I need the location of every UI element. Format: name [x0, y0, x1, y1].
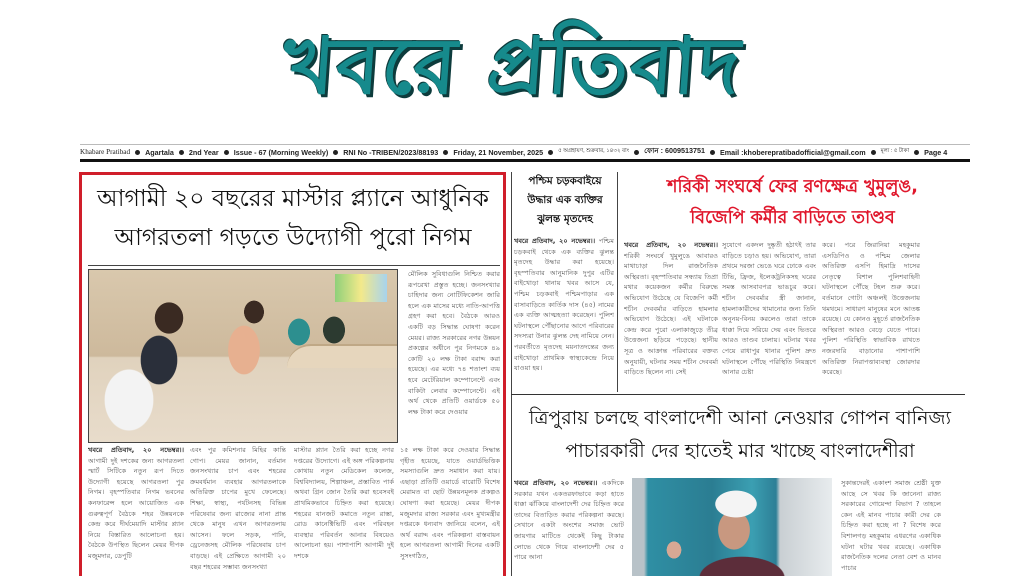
lead-column-text: মৌলিক সুবিধাগুলি নিশ্চিত করার রূপরেখা প্রস্তুত হচ্ছে। জনসংখ্যার চাহিদার জন্য নোটিফিকেশন জারি হলে এক মাসের মধ্যে নাতি-আপত্তি গ্রহণ করা হবে। বৈঠকে আরও একটি বড় সিদ্ধান্ত ঘোষণা করেন মেয়র। রাজ্য সরকারের নগর উন্নয়ন প্রকল্পের অধীনে পুর নিগমকে ৪৯ কোটি ২০ লক্ষ টাকা বরাদ্দ করা হয়েছে। এর মধ্যে ৭৪ শতাংশ ব্যয় হবে মেটেরিয়াল কম্পোনেন্টে এবং বাকিটা লেবার কম্পোনেন্টে। এই অর্থ থেকে প্রতিটি ওয়ার্ডকে ৫০ লক্ষ টাকা করে দেওয়ার	[408, 270, 500, 416]
lead-column-text: এবং পুর কমিশনার মিহির কান্তি গোপ। মেয়র জানান, বর্তমান জনসংখ্যার চাপ এবং শহরের ক্রমবর্ধমান ব্যবহার আগরতলাকে অতিরিক্ত চাপের মুখে ফেলেছে। শিক্ষা, স্বাস্থ্য, পর্যটনসহ বিভিন্ন পরিষেবার জন্য রাজ্যের নানা প্রান্ত থেকে মানুষ এখন আগরতলায় আসেন। ফলে সড়ক, পানি, ড্রেনেজসহ মৌলিক পরিষেবায় চাপ বাড়ছে। এই প্রেক্ষিতে আগামী ২০ বছর শহরের সম্ভাব্য জনসংখ্যা	[190, 446, 286, 571]
byline: খবরে প্রতিবাদ, ২০ নভেম্বর।।	[514, 479, 598, 487]
lead-headline-line: আগরতলা গড়তে উদ্যোগী পুরো নিগম	[114, 223, 472, 251]
divider	[88, 265, 500, 266]
right-story-column	[624, 240, 718, 390]
bullet-icon	[710, 150, 715, 155]
newspaper-logo: খবরে প্রতিবাদ	[280, 22, 745, 112]
right-story-text: শরিকী সংঘর্ষে খুমুলুঙে আবারও মাথাচাড়া দিল রাজনৈতিক অস্থিরতা। বৃহস্পতিবার সন্ধ্যায় তিপ্রা মথার কয়েকজন কর্মীর বিরুদ্ধে অভিযোগ উঠেছে যে বিজেপি কর্মী শচীন দেববর্মার বাড়িতে হামলার অভিযোগ উঠেছে। এই ঘটনাকে কেন্দ্র করে পুরো এলাকাজুড়ে তীব্র উত্তেজনা ছড়িয়ে পড়েছে। স্থানীয় সূত্র ও আক্রান্ত পরিবারের বক্তব্য অনুযায়ী, ঘটনার সময় শচীন দেববর্মা বাড়িতে ছিলেন না। সেই	[624, 251, 718, 377]
bullet-icon	[548, 150, 553, 155]
dateline-year: 2nd Year	[188, 147, 219, 157]
headline-line: বিজেপি কর্মীর বাড়িতে তাণ্ডব	[690, 208, 895, 228]
right-story-column: সুযোগে একদল দুষ্কৃতী হঠাৎই তার বাড়িতে চড়াও হয়। অভিযোগ, তারা প্রথমে দরজা ভেঙে ঘরে ঢোকে এবং টিভি, ফ্রিজ, ইলেকট্রনিকসহ ঘরের সমস্ত আসবাবপত্র ভাঙচুর করে। শচীন দেববর্মার স্ত্রী জানান, হামলাকারীদের থামানোর জন্য তিনি অনুনয়-বিনয় করলেও তারা তাকে ধাক্কা দিয়ে সরিয়ে দেয় এবং ভিতরে আরও তাণ্ডব চালায়। ঘটনার খবর পেয়ে রাধাপুর থানার পুলিশ দ্রুত ঘটনাস্থলে পৌঁছে পরিস্থিতি নিয়ন্ত্রণে আনার চেষ্টা	[722, 241, 816, 377]
lower-story-column: সুকান্তদেরই একাংশ সমাজ শ্রেষ্ঠী যুক্ত আছে সে খবর কি জানেনা রাজ্য সরকারের গোয়েন্দা বিভাগ ? তাহলে কেন এই মানব পাচার কারী দের কে চিহ্নিত করা হচ্ছে না ? বিশেষ করে বিশালগড় মহকুমায় এধরণের একাধিক ঘটনা ঘটার খবর রয়েছে। একাধিক রাজনৈতিক দলের নেতা বেশ ও মানব পাচার	[841, 479, 941, 572]
photo-desk	[287, 344, 397, 368]
byline: খবরে প্রতিবাদ, ২০ নভেম্বর।।	[88, 446, 184, 454]
section-divider	[511, 394, 965, 395]
lower-story-headline	[515, 402, 965, 468]
column-divider	[511, 172, 512, 576]
dateline-email[interactable]: Email :khoberepratibadofficial@gmail.com	[719, 147, 866, 157]
bullet-icon	[871, 150, 876, 155]
headline-line: ত্রিপুরায় চলছে বাংলাদেশী আনা নেওয়ার গোপন বানিজ্য	[529, 407, 951, 429]
dateline-issue: Issue - 67 (Morning Weekly)	[233, 147, 329, 157]
lower-story-text: একদিকে সরকার যখন একতরফাভাবে কড়া হাতে ধাক্কা ঝাঁকিয়ে বাংলাদেশী দের চিহ্নিত করে তাদের বিতাড়িত করার পরিকল্পনা করছে। সেখানে একটা অংশের সমাজ ভোট জায়গার মাটিতে থেকেই কিছু টাকার লোভে থেকে গিয়ে বাংলাদেশী দের ৫ পারে আনা	[514, 479, 624, 562]
dateline-date: Friday, 21 November, 2025	[453, 147, 544, 157]
bullet-icon	[333, 150, 338, 155]
bullet-icon	[179, 150, 184, 155]
byline: খবরে প্রতিবাদ, ২০ নভেম্বর।।	[624, 241, 718, 249]
headline-line: পশ্চিম চড়কবাইয়ে	[528, 175, 602, 187]
lead-column-text	[88, 445, 184, 576]
dateline-strip	[80, 144, 970, 162]
lower-story-photo	[632, 478, 832, 576]
bullet-icon	[914, 150, 919, 155]
dateline-place: Agartala	[145, 147, 174, 157]
bullet-icon	[224, 150, 229, 155]
headline-line: উদ্ধার এক ব্যক্তির	[527, 194, 603, 206]
right-story-headline	[620, 172, 965, 234]
headline-line: শরিকী সংঘর্ষে ফের রণক্ষেত্র খুমুলুঙ,	[667, 177, 918, 197]
byline: খবরে প্রতিবাদ, ২০ নভেম্বর।।	[514, 237, 596, 245]
dateline-page: Page 4	[924, 147, 948, 157]
small-story-headline	[515, 172, 615, 229]
small-story-body	[514, 236, 614, 386]
photo-screen	[335, 274, 387, 302]
lower-story-column	[514, 478, 624, 576]
lead-photo	[88, 269, 398, 443]
dateline-rni: RNI No -TRIBEN/2023/88193	[343, 147, 439, 157]
lead-column-text: ১৫ লক্ষ টাকা করে দেওয়ার সিদ্ধান্ত গৃহীত হয়েছে, যাতে ওয়ার্ডভিত্তিক সমস্যাগুলি দ্রুত সমাধান করা যায়। এছাড়া প্রতিটি ওয়ার্ডে বারোটি বিশেষ মেরামত বা ছোট উন্নয়নমূলক প্রকল্পও ঘোষণা করা হয়েছে। মেয়র দীপক মজুমদার রাজ্য সরকার এবং মুখ্যমন্ত্রীর দপ্তরকে ধন্যবাদ জানিয়ে বলেন, এই অর্থ বরাদ্দ এবং পরিকল্পনা বাস্তবায়ন হলে আগরতলা আগামী দিনের একটি সুসংগঠিত,	[400, 446, 500, 560]
bullet-icon	[634, 150, 639, 155]
dateline-phone: ফোন : 6009513751	[644, 146, 705, 155]
lead-story	[79, 172, 506, 576]
headline-line: ঝুলন্ত মৃতদেহ	[537, 213, 593, 225]
lead-column-text: মাস্টার প্ল্যান তৈরি করা হচ্ছে নগর দপ্তরের উদ্যোগে। এই অঙ্গ পরিকল্পনায় কোথায় নতুন মেডিকেল কলেজ, বিশ্ববিদ্যালয়, শিল্পাঞ্চল, প্রস্তাবিত পার্ক অথবা গ্রিন জোন তৈরি করা হবেসবই প্রাথমিকভাবে চিহ্নিত করা হয়েছে। শহরের যানজট কমাতে নতুন রাস্তা, রোড কানেক্টিভিটি এবং পরিবহন ব্যবস্থার পরিবর্তন আনার বিষয়েও আলোচনা হয়। পাশাপাশি আগামী দুই দশকে	[294, 446, 394, 560]
dateline-paper-name: Khabare Pratibad	[80, 148, 131, 156]
lead-headline	[88, 179, 498, 257]
dateline-bengali-date: ৫ অগ্রহায়ণ, শুক্রবার, ১৪৩২ বাং	[558, 148, 630, 154]
headline-line: পাচারকারী দের হাতেই মার খাচ্ছে বাংলাদেশীরা	[565, 440, 915, 462]
bullet-icon	[135, 150, 140, 155]
lead-headline-line: আগামী ২০ বছরের মাস্টার প্ল্যানে আধুনিক	[97, 184, 489, 212]
lead-column-body: আগামী দুই দশকের জন্য আগরতলা স্মার্ট সিটিকে নতুন রূপ দিতে উদ্যোগী হয়েছে আগরতলা পুর নিগম। বৃহস্পতিবার নিগম ভবনের কনফারেন্স হলে আয়োজিত এক গুরুত্বপূর্ণ বৈঠকে শহর উন্নয়নকে কেন্দ্র করে দীর্ঘমেয়াদি মাস্টার প্ল্যান নিয়ে বিস্তারিত আলোচনা হয়। বৈঠকে উপস্থিত ছিলেন মেয়র দীপক মজুমদার, ডেপুটি	[88, 456, 184, 560]
column-divider	[617, 172, 618, 392]
small-story-text: পশ্চিম চড়কবাই থেকে এক ব্যক্তির ঝুলন্ত মৃতদেহ উদ্ধার করা হয়েছে। বৃহস্পতিবার আনুমানিক দুপুর এটির বাইখোড়া থানায় খবর আসে যে, পশ্চিম চড়কবাই পশ্চিমপাড়ার এক বাসাবাড়িতে কার্তিক দাস (৪৫) নামের এক ব্যক্তি আত্মহত্যা করেছেন। পুলিশ ঘটনাস্থলে পৌঁছানোর আগে পরিবারের সদস্যরা উনার ঝুলন্ত দেহ নামিয়ে নেন। পরবর্তীতে মৃতদেহ ময়নাতদন্তের জন্য বাইখোড়া প্রাথমিক স্বাস্থ্যকেন্দ্রে নিয়ে যাওয়া হয়।	[514, 237, 614, 373]
dateline-price: মূল্য : ৫ টাকা	[880, 148, 910, 154]
right-story-column: করে। পরে জিরানিয়া মহকুমার এসডিপিও ও পশ্চিম জেলার অতিরিক্ত এসপি হিমাদ্রি দাসের নেতৃত্বে বিশাল পুলিশবাহিনী ঘটনাস্থলে পৌঁছে টহল শুরু করে। বর্তমানে গোটা অঞ্চলই উত্তেজনায় থমথমে। সাধারণ মানুষের মনে আতঙ্ক রয়েছে। যে কোনও মুহূর্তে রাজনৈতিক অস্থিরতা আরও বেড়ে যেতে পারে। পুলিশ পরিস্থিতি স্বাভাবিক রাখতে নজরদারি বাড়ানোর পাশাপাশি অতিরিক্ত নিরাপত্তাব্যবস্থা জোরদার করেছে।	[822, 241, 920, 377]
bullet-icon	[443, 150, 448, 155]
masthead	[0, 0, 1024, 142]
